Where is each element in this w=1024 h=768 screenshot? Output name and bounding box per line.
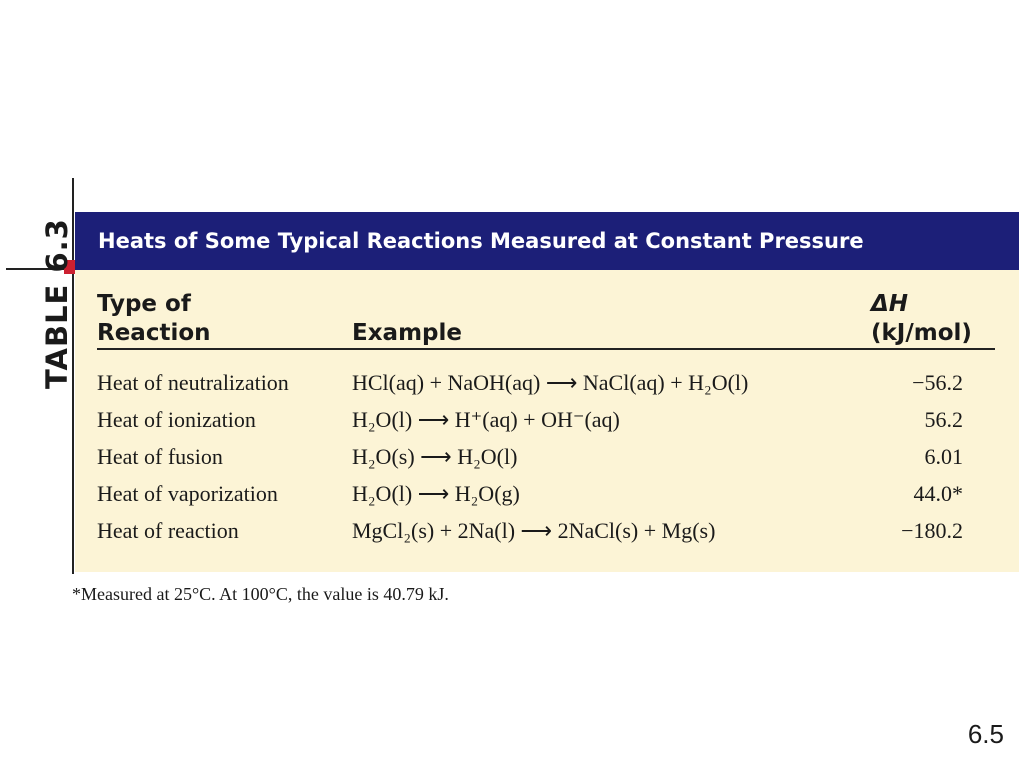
row-type: Heat of reaction	[97, 518, 239, 543]
row-example: H₂O(l) ⟶ H₂O(g)	[352, 481, 520, 506]
table-title: Heats of Some Typical Reactions Measured at Constant Pressure	[75, 212, 1019, 270]
header-type-line2: Reaction	[97, 320, 211, 346]
row-value: 56.2	[924, 407, 963, 432]
table-row	[75, 403, 1019, 437]
table-body	[75, 270, 1019, 572]
row-type: Heat of vaporization	[97, 481, 278, 506]
header-rule	[97, 348, 995, 350]
row-example: H₂O(l) ⟶ H⁺(aq) + OH⁻(aq)	[352, 407, 620, 432]
row-value: −180.2	[901, 518, 963, 543]
row-type: Heat of neutralization	[97, 370, 289, 395]
row-type: Heat of ionization	[97, 407, 256, 432]
row-example: HCl(aq) + NaOH(aq) ⟶ NaCl(aq) + H₂O(l)	[352, 370, 749, 395]
table-footnote: *Measured at 25°C. At 100°C, the value is 40.79 kJ.	[72, 584, 449, 604]
header-example: Example	[352, 320, 462, 346]
table-row	[75, 514, 1019, 548]
table-side-label: TABLE 6.3	[40, 218, 74, 389]
table-row	[75, 366, 1019, 400]
row-type: Heat of fusion	[97, 444, 223, 469]
row-example: H₂O(s) ⟶ H₂O(l)	[352, 444, 518, 469]
header-units: (kJ/mol)	[871, 320, 972, 346]
row-value: −56.2	[912, 370, 963, 395]
row-example: MgCl₂(s) + 2Na(l) ⟶ 2NaCl(s) + Mg(s)	[352, 518, 716, 543]
row-value: 6.01	[924, 444, 963, 469]
header-delta-h: ΔH	[871, 291, 909, 317]
page-number: 6.5	[967, 719, 1004, 749]
table-row	[75, 440, 1019, 474]
header-type-line1: Type of	[97, 291, 191, 317]
table-row	[75, 477, 1019, 511]
row-value: 44.0*	[913, 481, 963, 506]
